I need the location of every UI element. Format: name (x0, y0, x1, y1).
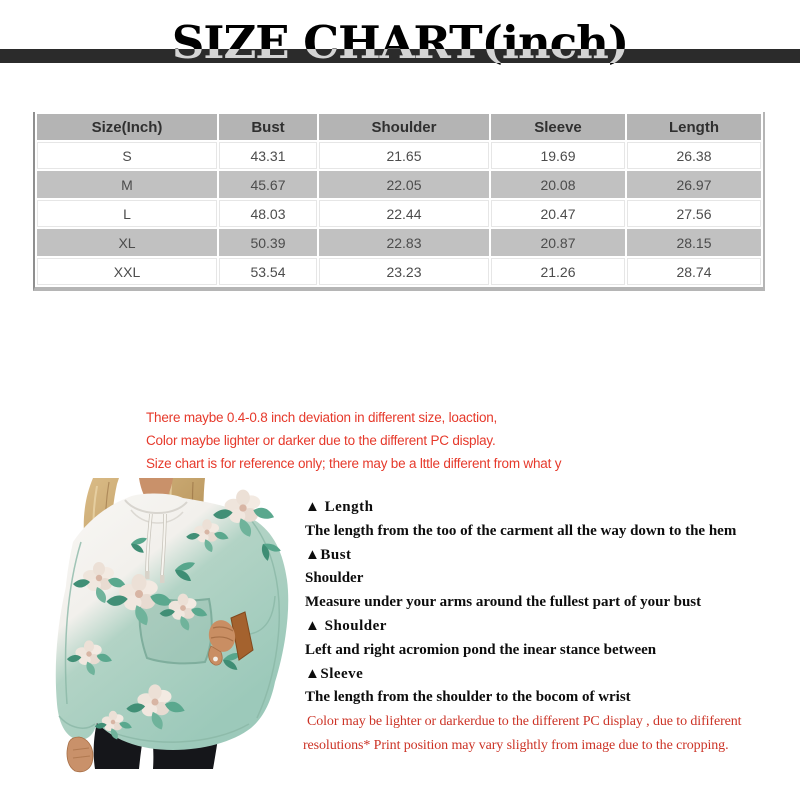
guide-heading-shoulder: ▲ Shoulder (305, 617, 387, 634)
cell-length: 26.97 (627, 171, 761, 198)
cell-size: L (37, 200, 217, 227)
cell-shoulder: 21.65 (319, 142, 489, 169)
cell-size: S (37, 142, 217, 169)
column-header-length: Length (627, 114, 761, 140)
guide-heading-length: ▲ Length (305, 499, 374, 515)
measurement-guide (305, 496, 793, 710)
column-header-bust: Bust (219, 114, 317, 140)
disclaimer-line: Color may be lighter or darkerdue to the different PC display , due to dififerent (307, 714, 742, 729)
disclaimer-line: Color maybe lighter or darker due to the different PC display. (146, 433, 496, 448)
cell-bust: 50.39 (219, 229, 317, 256)
cell-sleeve: 20.08 (491, 171, 625, 198)
disclaimer-line: resolutions* Print position may vary slightly from image due to the cropping. (303, 738, 729, 753)
cell-bust: 53.54 (219, 258, 317, 285)
column-header-shoulder: Shoulder (319, 114, 489, 140)
cell-sleeve: 20.87 (491, 229, 625, 256)
product-photo-illustration (35, 478, 308, 775)
left-hand (67, 737, 93, 772)
bottom-disclaimer (303, 710, 795, 758)
cell-bust: 45.67 (219, 171, 317, 198)
table-row-l (37, 200, 761, 227)
cell-sleeve: 20.47 (491, 200, 625, 227)
table-row-xl (37, 229, 761, 256)
cell-bust: 48.03 (219, 200, 317, 227)
table-row-xxl (37, 258, 761, 285)
cell-sleeve: 21.26 (491, 258, 625, 285)
guide-desc-bust-label: Shoulder (305, 570, 364, 587)
cell-size: XL (37, 229, 217, 256)
cell-shoulder: 22.83 (319, 229, 489, 256)
guide-heading-bust: ▲Bust (305, 546, 352, 563)
size-chart-table (33, 112, 765, 291)
cell-bust: 43.31 (219, 142, 317, 169)
table-header-row (37, 114, 761, 140)
table-row-s (37, 142, 761, 169)
guide-desc-shoulder: Left and right acromion pond the inear stance between (305, 641, 657, 658)
cell-shoulder: 23.23 (319, 258, 489, 285)
disclaimer-line: Size chart is for reference only; there may be a lttle different from what y (146, 456, 562, 471)
cell-sleeve: 19.69 (491, 142, 625, 169)
cell-shoulder: 22.05 (319, 171, 489, 198)
disclaimer-line: There maybe 0.4-0.8 inch deviation in different size, loaction, (146, 410, 498, 425)
guide-heading-sleeve: ▲Sleeve (305, 665, 364, 682)
cell-size: M (37, 171, 217, 198)
cell-length: 27.56 (627, 200, 761, 227)
cell-length: 28.15 (627, 229, 761, 256)
guide-desc-length: The length from the too of the carment all the way down to the hem (305, 522, 737, 539)
cell-length: 28.74 (627, 258, 761, 285)
cell-shoulder: 22.44 (319, 200, 489, 227)
guide-desc-bust: Measure under your arms around the fullest part of your bust (305, 594, 702, 611)
table-row-m (37, 171, 761, 198)
column-header-sleeve: Sleeve (491, 114, 625, 140)
column-header-size: Size(Inch) (37, 114, 217, 140)
top-disclaimer (146, 406, 561, 475)
cell-size: XXL (37, 258, 217, 285)
page-title: SIZE CHART(inch) (171, 16, 629, 69)
guide-desc-sleeve: The length from the shoulder to the bocom of wrist (305, 689, 631, 706)
cell-length: 26.38 (627, 142, 761, 169)
